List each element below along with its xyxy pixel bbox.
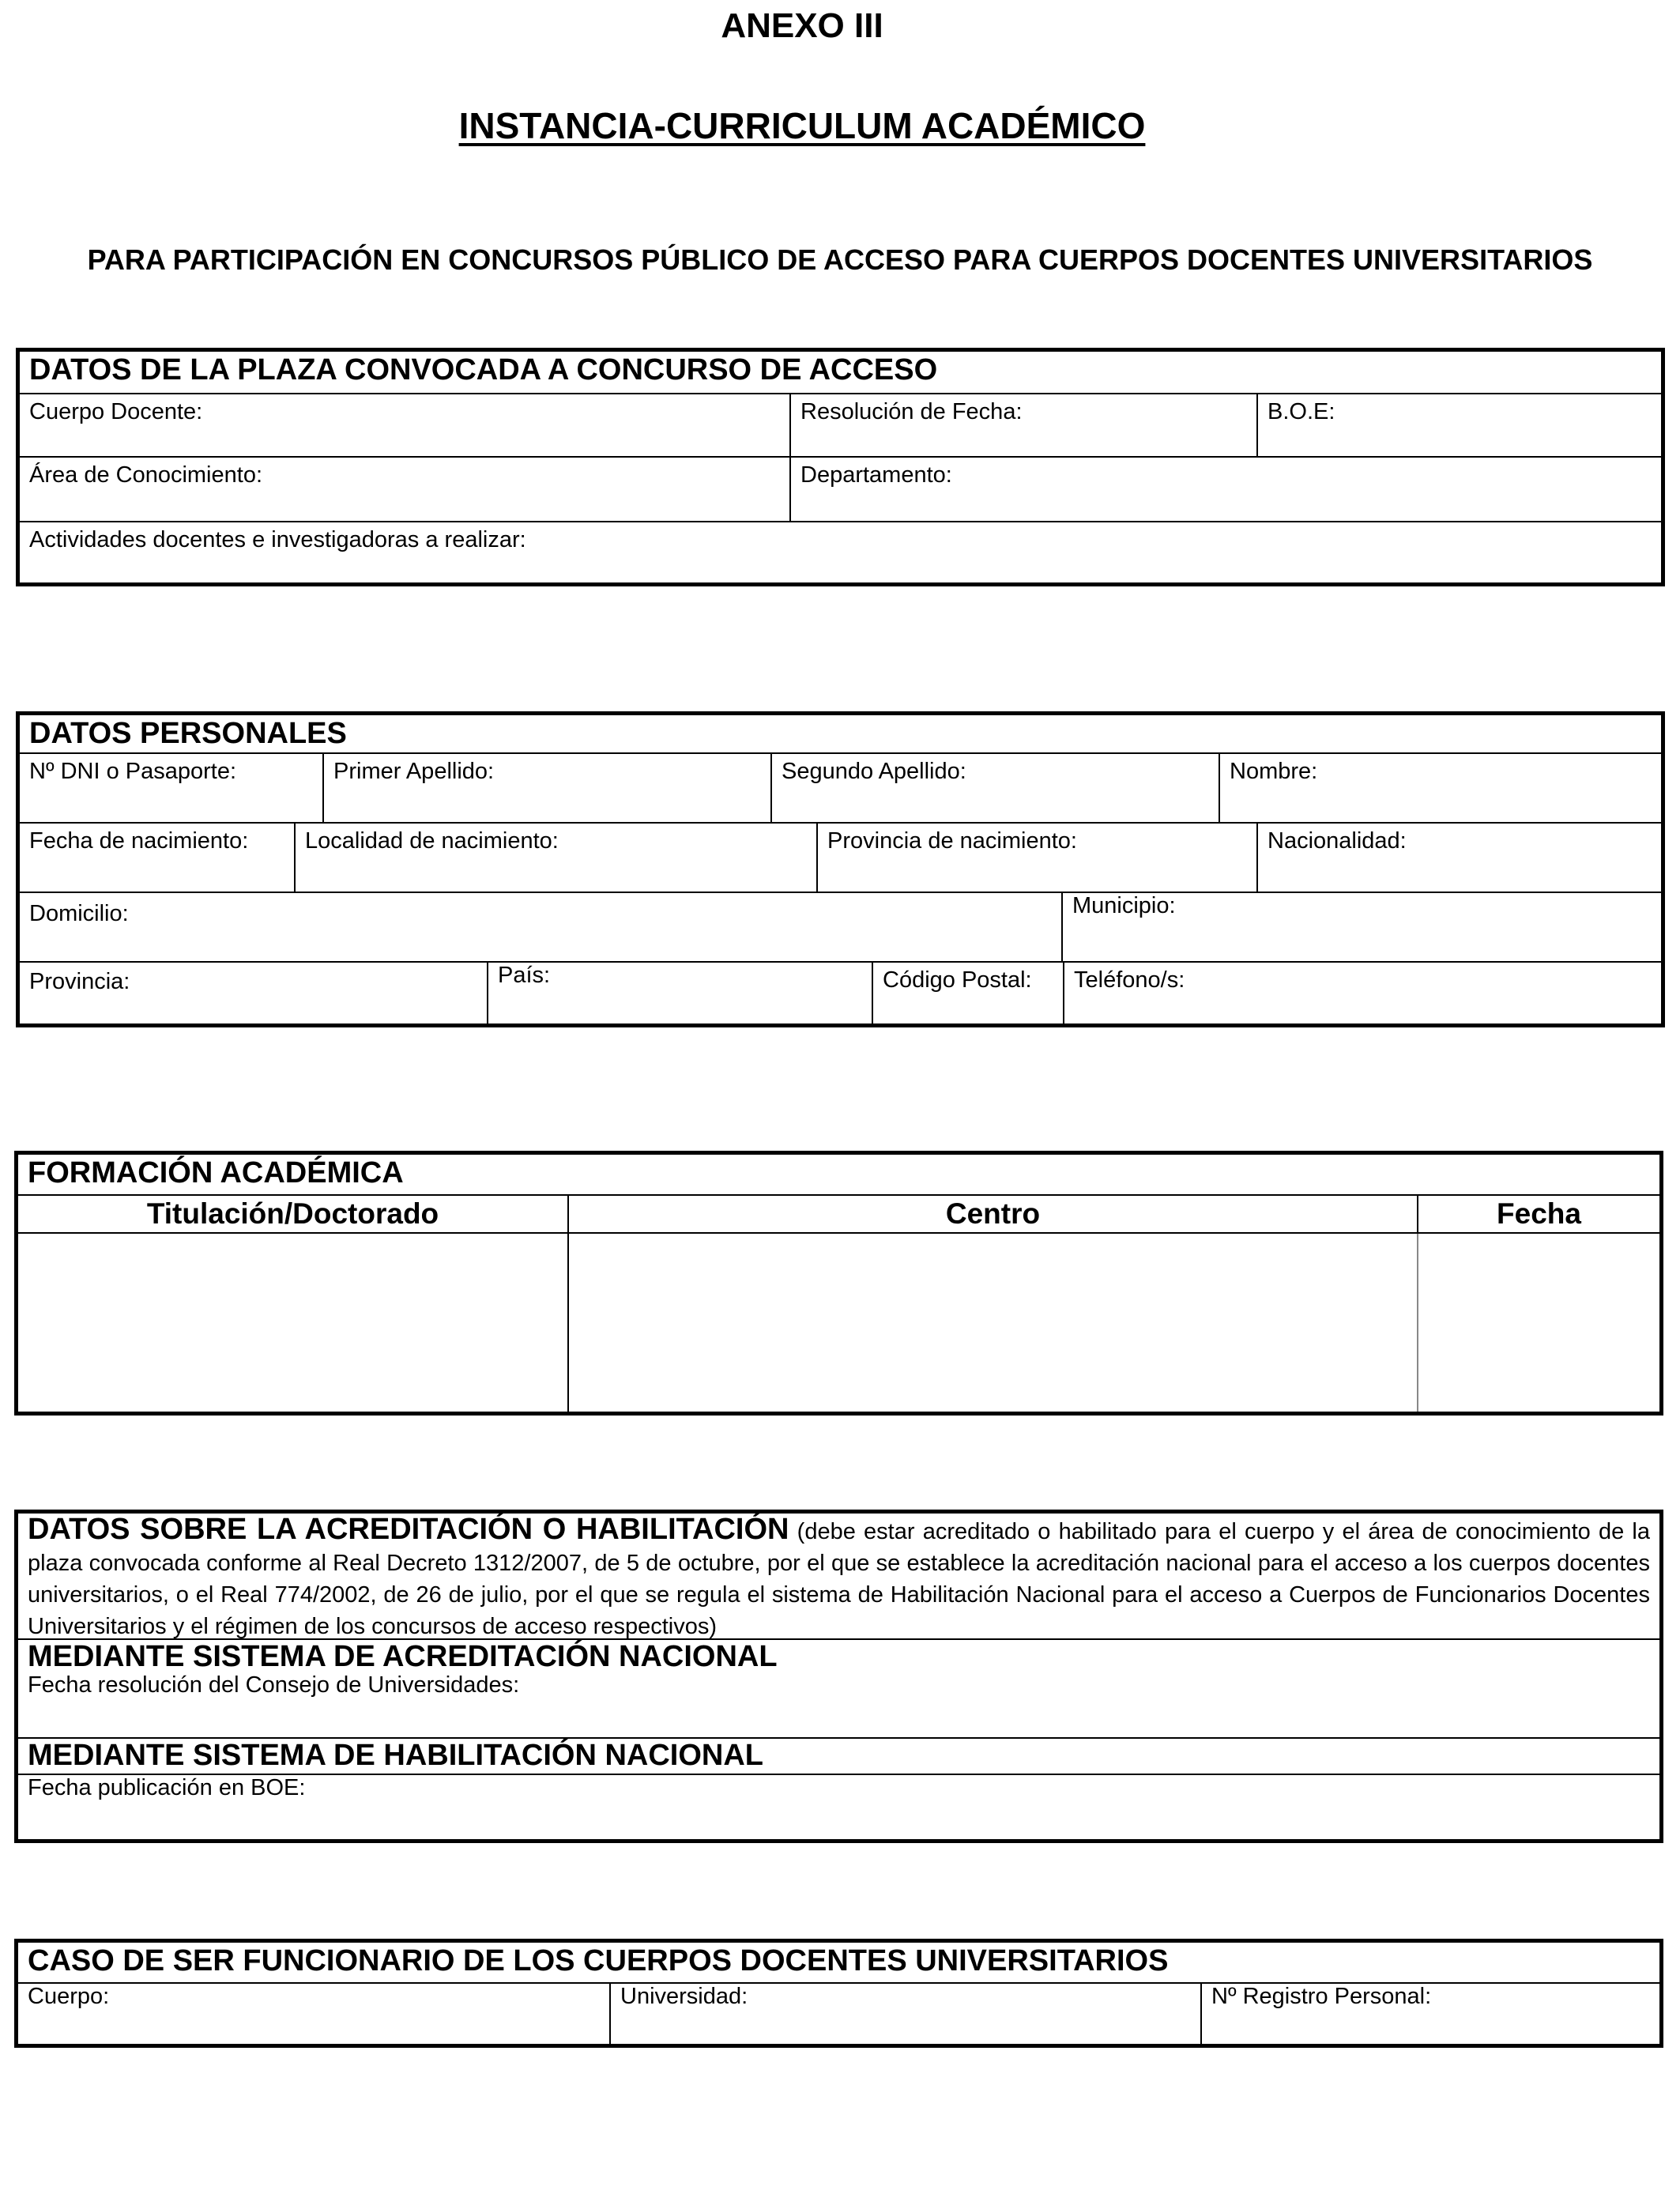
- fecha-nacimiento-label: Fecha de nacimiento:: [29, 828, 249, 854]
- formacion-section: [14, 1151, 1663, 1416]
- acreditacion-heading-row: [18, 1514, 1659, 1638]
- funcionario-fields-row: [18, 1982, 1659, 2044]
- nacionalidad-field[interactable]: [1256, 824, 1661, 893]
- resolucion-fecha-field[interactable]: [789, 394, 1256, 458]
- area-conocimiento-label: Área de Conocimiento:: [29, 462, 262, 488]
- fecha-publicacion-label: Fecha publicación en BOE:: [28, 1775, 306, 1800]
- dni-field[interactable]: [20, 754, 322, 824]
- col-fecha-header: [1417, 1196, 1659, 1234]
- funcionario-section: [14, 1939, 1663, 2048]
- personales-heading: DATOS PERSONALES: [29, 717, 347, 750]
- localidad-nacimiento-label: Localidad de nacimiento:: [305, 828, 559, 854]
- personales-heading-row: [20, 715, 1661, 752]
- fecha-resolucion-label: Fecha resolución del Consejo de Universidades:: [28, 1672, 520, 1698]
- registro-personal-field[interactable]: [1200, 1984, 1659, 2044]
- provincia-label: Provincia:: [29, 969, 130, 994]
- formacion-entry-row: [18, 1232, 1659, 1412]
- col-titulacion-header: [18, 1196, 567, 1234]
- domicilio-field[interactable]: [20, 893, 1061, 963]
- area-conocimiento-field[interactable]: [20, 458, 789, 522]
- primer-apellido-label: Primer Apellido:: [333, 759, 495, 784]
- pais-label: País:: [498, 963, 551, 988]
- codigo-postal-label: Código Postal:: [883, 967, 1032, 993]
- fecha-publicacion-row: [18, 1774, 1659, 1839]
- fecha-cell[interactable]: [1417, 1234, 1659, 1412]
- segundo-apellido-label: Segundo Apellido:: [782, 759, 966, 784]
- plaza-row-3: [20, 521, 1661, 582]
- telefono-label: Teléfono/s:: [1074, 967, 1185, 993]
- resolucion-fecha-label: Resolución de Fecha:: [800, 399, 1023, 424]
- provincia-nacimiento-field[interactable]: [816, 824, 1256, 893]
- segundo-apellido-field[interactable]: [770, 754, 1219, 824]
- actividades-label: Actividades docentes e investigadoras a realizar:: [29, 527, 526, 552]
- habilitacion-nacional-heading: MEDIANTE SISTEMA DE HABILITACIÓN NACIONAL: [28, 1739, 763, 1772]
- acreditacion-section: [14, 1510, 1663, 1843]
- provincia-field[interactable]: [20, 963, 487, 1023]
- primer-apellido-field[interactable]: [322, 754, 770, 824]
- fecha-nacimiento-field[interactable]: [20, 824, 294, 893]
- form-title: INSTANCIA-CURRICULUM ACADÉMICO: [458, 105, 1146, 146]
- funcionario-heading: CASO DE SER FUNCIONARIO DE LOS CUERPOS DOCENTES UNIVERSITARIOS: [28, 1944, 1169, 1977]
- fecha-resolucion-field[interactable]: [18, 1672, 1659, 1737]
- nacionalidad-label: Nacionalidad:: [1268, 828, 1407, 854]
- centro-cell[interactable]: [567, 1234, 1417, 1412]
- registro-personal-label: Nº Registro Personal:: [1211, 1984, 1432, 2009]
- acreditacion-note: (debe estar acreditado o habilitado para el cuerpo y el área de conocimiento de la plaza convocada conforme al Real Decreto 1312/2007, de 5 de octubre, por el que se establece la acreditación nacional para el acceso a los cuerpos docentes universitarios, o el Real 774/2002, de 26 de julio, por el que se regula el sistema de Habilitación Nacional para el acceso a Cuerpos de Funcionarios Docentes Universitarios y el régimen de los concursos de acceso respectivos): [28, 1519, 1651, 1639]
- municipio-label: Municipio:: [1072, 893, 1176, 918]
- boe-label: B.O.E:: [1268, 399, 1335, 424]
- cuerpo-label: Cuerpo:: [28, 1984, 110, 2009]
- provincia-nacimiento-label: Provincia de nacimiento:: [827, 828, 1077, 854]
- acreditacion-nacional-heading: MEDIANTE SISTEMA DE ACREDITACIÓN NACIONAL: [28, 1640, 778, 1673]
- cuerpo-docente-field[interactable]: [20, 394, 789, 458]
- form-subtitle: [0, 243, 1680, 277]
- actividades-field[interactable]: [20, 522, 1661, 582]
- nombre-label: Nombre:: [1230, 759, 1318, 784]
- pais-field[interactable]: [487, 963, 872, 1023]
- plaza-row-2: [20, 456, 1661, 522]
- personales-row-1: [20, 752, 1661, 824]
- habilitacion-nacional-heading-row: [18, 1737, 1659, 1775]
- nombre-field[interactable]: [1219, 754, 1661, 824]
- fecha-resolucion-row: [18, 1672, 1659, 1737]
- col-fecha-label: Fecha: [1497, 1197, 1581, 1230]
- col-centro-header: [567, 1196, 1417, 1234]
- dni-label: Nº DNI o Pasaporte:: [29, 759, 237, 784]
- departamento-label: Departamento:: [800, 462, 952, 488]
- formacion-columns-row: [18, 1194, 1659, 1234]
- universidad-field[interactable]: [609, 1984, 1200, 2044]
- plaza-heading-row: [20, 352, 1661, 393]
- form-subtitle-text: PARA PARTICIPACIÓN EN CONCURSOS PÚBLICO DE ACCESO PARA CUERPOS DOCENTES UNIVERSITARIOS: [87, 243, 1593, 276]
- fecha-publicacion-field[interactable]: [18, 1775, 1659, 1839]
- acreditacion-intro: [28, 1514, 1650, 1642]
- formacion-heading: FORMACIÓN ACADÉMICA: [28, 1156, 404, 1189]
- col-titulacion-label: Titulación/Doctorado: [146, 1197, 439, 1230]
- codigo-postal-field[interactable]: [872, 963, 1063, 1023]
- formacion-heading-row: [18, 1155, 1659, 1194]
- personales-row-4: [20, 961, 1661, 1023]
- col-centro-label: Centro: [945, 1197, 1041, 1230]
- universidad-label: Universidad:: [620, 1984, 748, 2009]
- plaza-heading: DATOS DE LA PLAZA CONVOCADA A CONCURSO DE ACCESO: [29, 353, 938, 386]
- departamento-field[interactable]: [789, 458, 1661, 522]
- titulacion-cell[interactable]: [18, 1234, 567, 1412]
- acreditacion-nacional-heading-row: [18, 1638, 1659, 1674]
- acreditacion-heading: DATOS SOBRE LA ACREDITACIÓN O HABILITACIÓN: [28, 1513, 789, 1546]
- municipio-field[interactable]: [1061, 893, 1661, 963]
- annex-number: ANEXO III: [721, 6, 883, 45]
- personales-row-2: [20, 822, 1661, 893]
- personales-section: [16, 711, 1665, 1027]
- plaza-row-1: [20, 393, 1661, 458]
- telefono-field[interactable]: [1063, 963, 1661, 1023]
- personales-row-3: [20, 892, 1661, 963]
- boe-field[interactable]: [1256, 394, 1661, 458]
- plaza-section: [16, 348, 1665, 586]
- cuerpo-field[interactable]: [18, 1984, 609, 2044]
- funcionario-heading-row: [18, 1943, 1659, 1982]
- domicilio-label: Domicilio:: [29, 901, 129, 926]
- cuerpo-docente-label: Cuerpo Docente:: [29, 399, 203, 424]
- localidad-nacimiento-field[interactable]: [294, 824, 816, 893]
